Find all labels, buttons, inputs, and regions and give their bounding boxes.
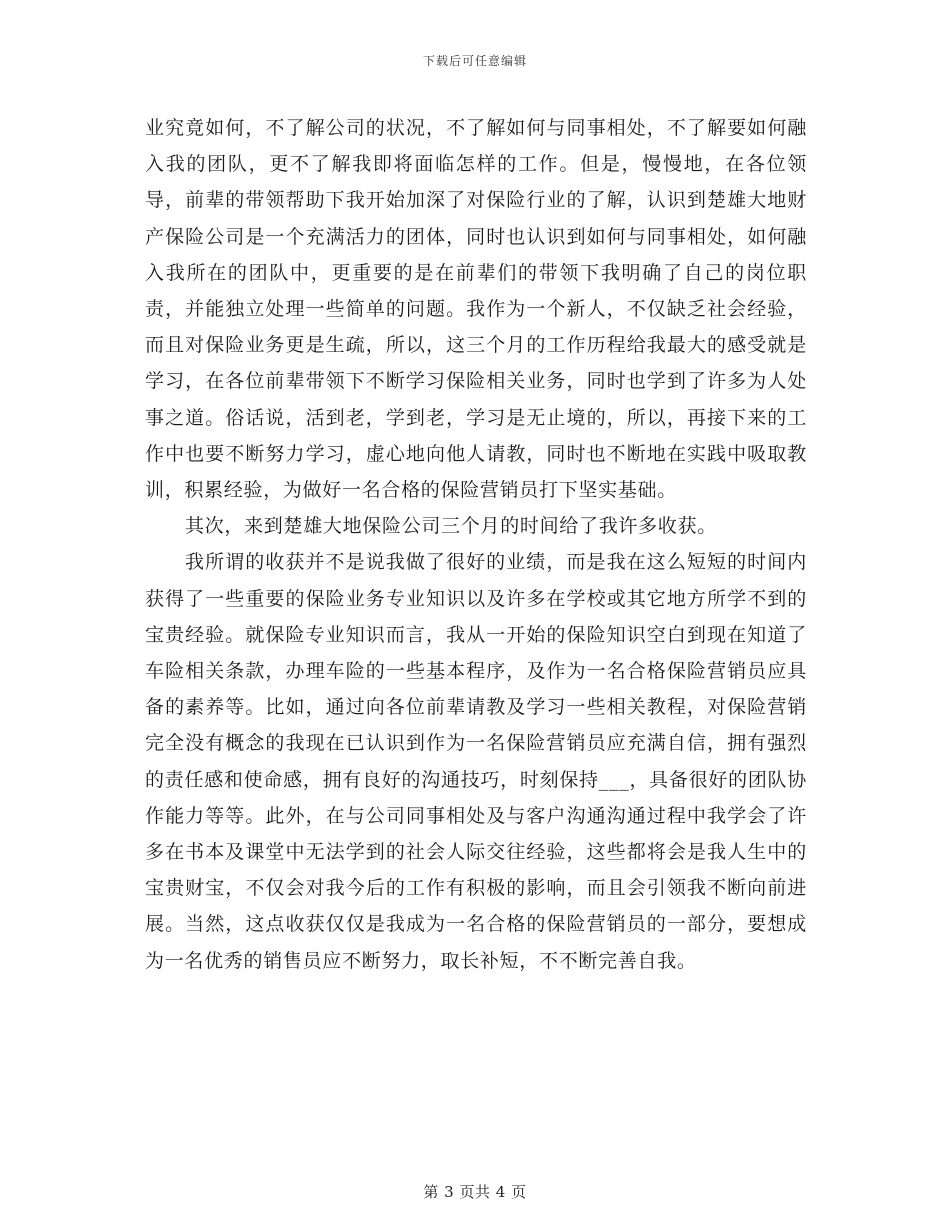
page-number: 第 3 页共 4 页 [423,1183,527,1201]
paragraph-harvest: 我所谓的收获并不是说我做了很好的业绩，而是我在这么短短的时间内获得了一些重要的保险业务专业知识以及许多在学校或其它地方所学不到的宝贵经验。就保险专业知识而言，我从一开始的保险知识空白到现在知道了车险相关条款，办理车险的一些基本程序，及作为一名合格保险营销员应具备的素养等。比如，通过向各位前辈请教及学习一些相关教程，对保险营销完全没有概念的我现在已认识到作为一名保险营销员应充满自信，拥有强烈的责任感和使命感，拥有良好的沟通技巧，时刻保持___，具备很好的团队协作能力等等。此外，在与公司同事相处及与客户沟通沟通过程中我学会了许多在书本及课堂中无法学到的社会人际交往经验，这些都将会是我人生中的宝贵财宝，不仅会对我今后的工作有积极的影响，而且会引领我不断向前进展。当然，这点收获仅仅是我成为一名合格的保险营销员的一部分，要想成为一名优秀的销售员应不断努力，取长补短，不不断完善自我。 [145,551,807,972]
paragraph-second: 其次，来到楚雄大地保险公司三个月的时间给了我许多收获。 [185,515,717,538]
paragraph-continuation: 业究竟如何，不了解公司的状况，不了解如何与同事相处，不了解要如何融入我的团队，更不了解我即将面临怎样的工作。但是，慢慢地，在各位领导，前辈的带领帮助下我开始加深了对保险行业的了解，认识到楚雄大地财产保险公司是一个充满活力的团体，同时也认识到如何与同事相处，如何融入我所在的团队中，更重要的是在前辈们的带领下我明确了自己的岗位职责，并能独立处理一些简单的问题。我作为一个新人，不仅缺乏社会经验，而且对保险业务更是生疏，所以，这三个月的工作历程给我最大的感受就是学习，在各位前辈带领下不断学习保险相关业务，同时也学到了许多为人处事之道。俗话说，活到老，学到老，学习是无止境的，所以，再接下来的工作中也要不断努力学习，虚心地向他人请教，同时也不断地在实践中吸取教训，积累经验，为做好一名合格的保险营销员打下坚实基础。 [145,117,807,502]
document-body [145,110,807,979]
page-header: 下载后可任意编辑 [422,54,527,68]
